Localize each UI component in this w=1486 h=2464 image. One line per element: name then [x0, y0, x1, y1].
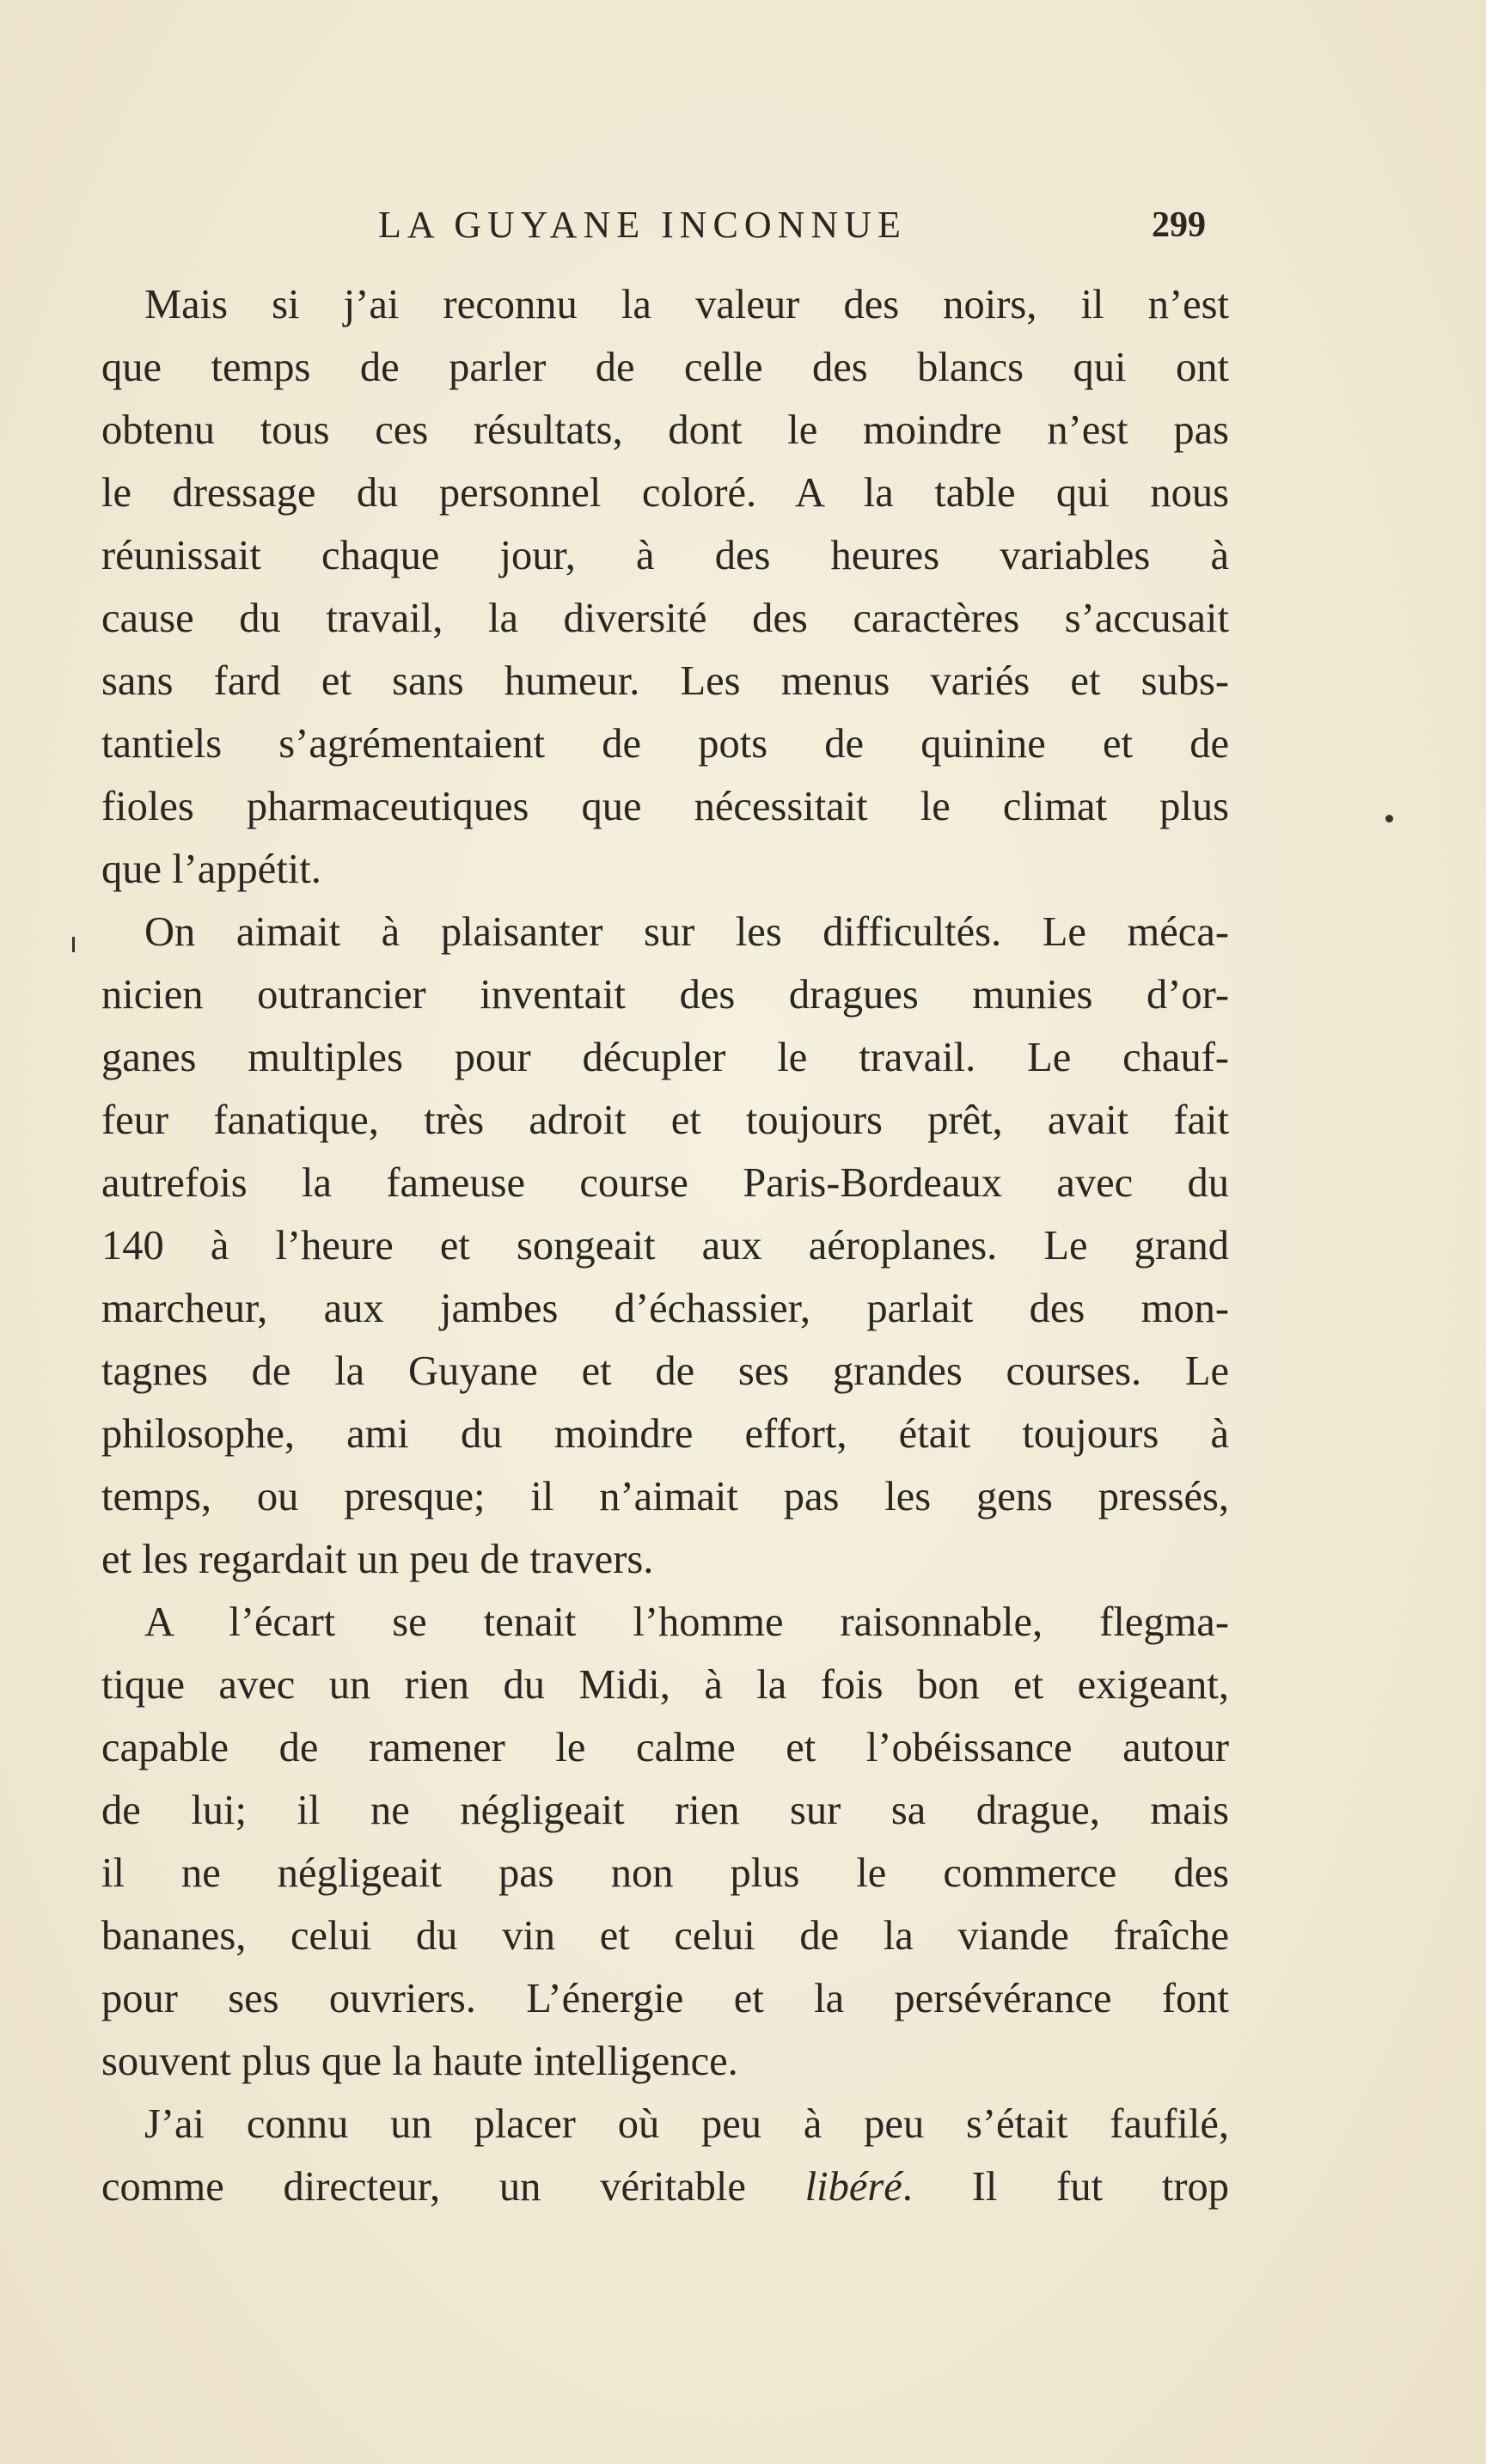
text-line: Mais si j’ai reconnu la valeur des noirs, il n’est	[144, 282, 1229, 327]
text-line: feur fanatique, très adroit et toujours prêt, avait fait	[101, 1097, 1229, 1143]
running-head	[0, 199, 1486, 251]
text-line: pour ses ouvriers. L’énergie et la persévérance font	[101, 1976, 1229, 2021]
text-line: obtenu tous ces résultats, dont le moindre n’est pas	[101, 407, 1229, 453]
italic-word: libéré	[804, 2164, 902, 2210]
text-line: que l’appétit.	[101, 847, 321, 892]
text-segment: comme directeur, un véritable	[101, 2164, 805, 2210]
text-line-with-italic	[101, 2155, 1229, 2218]
text-line: J’ai connu un placer où peu à peu s’était faufilé,	[144, 2101, 1229, 2147]
text-line: tantiels s’agrémentaient de pots de quinine et de	[101, 721, 1229, 767]
body-text	[101, 273, 1229, 2218]
text-line: nicien outrancier inventait des dragues munies d’or-	[101, 972, 1229, 1018]
text-line: 140 à l’heure et songeait aux aéroplanes. Le grand	[101, 1223, 1229, 1269]
text-line: sans fard et sans humeur. Les menus variés et subs-	[101, 658, 1229, 704]
text-line: le dressage du personnel coloré. A la table qui nous	[101, 470, 1229, 516]
text-line: que temps de parler de celle des blancs qui ont	[101, 345, 1229, 390]
text-line: bananes, celui du vin et celui de la viande fraîche	[101, 1913, 1229, 1959]
text-line: souvent plus que la haute intelligence.	[101, 2039, 738, 2084]
margin-tick-mark	[72, 937, 75, 952]
text-line: temps, ou presque; il n’aimait pas les gens pressés,	[101, 1474, 1229, 1519]
text-line: réunissait chaque jour, à des heures variables à	[101, 533, 1229, 578]
text-line: et les regardait un peu de travers.	[101, 1537, 654, 1582]
page-number: 299	[1152, 205, 1206, 245]
text-line: il ne négligeait pas non plus le commerce des	[101, 1850, 1229, 1896]
text-segment: . Il fut trop	[902, 2164, 1229, 2210]
text-line: A l’écart se tenait l’homme raisonnable, flegma-	[144, 1599, 1229, 1645]
text-line: philosophe, ami du moindre effort, était toujours à	[101, 1411, 1229, 1457]
running-title: LA GUYANE INCONNUE	[378, 204, 907, 246]
text-line: ganes multiples pour décupler le travail. Le chauf-	[101, 1035, 1229, 1080]
text-line: tique avec un rien du Midi, à la fois bon et exigeant,	[101, 1662, 1229, 1708]
text-line: de lui; il ne négligeait rien sur sa drague, mais	[101, 1788, 1229, 1833]
text-line: autrefois la fameuse course Paris-Bordeaux avec du	[101, 1160, 1229, 1206]
text-line: tagnes de la Guyane et de ses grandes courses. Le	[101, 1348, 1229, 1394]
text-line: On aimait à plaisanter sur les difficultés. Le méca-	[144, 909, 1229, 955]
text-line: capable de ramener le calme et l’obéissance autour	[101, 1725, 1229, 1770]
text-line: cause du travail, la diversité des caractères s’accusait	[101, 596, 1229, 641]
text-line: fioles pharmaceutiques que nécessitait le climat plus	[101, 784, 1229, 829]
text-line: marcheur, aux jambes d’échassier, parlait des mon-	[101, 1286, 1229, 1331]
margin-dot-mark	[1385, 815, 1393, 822]
